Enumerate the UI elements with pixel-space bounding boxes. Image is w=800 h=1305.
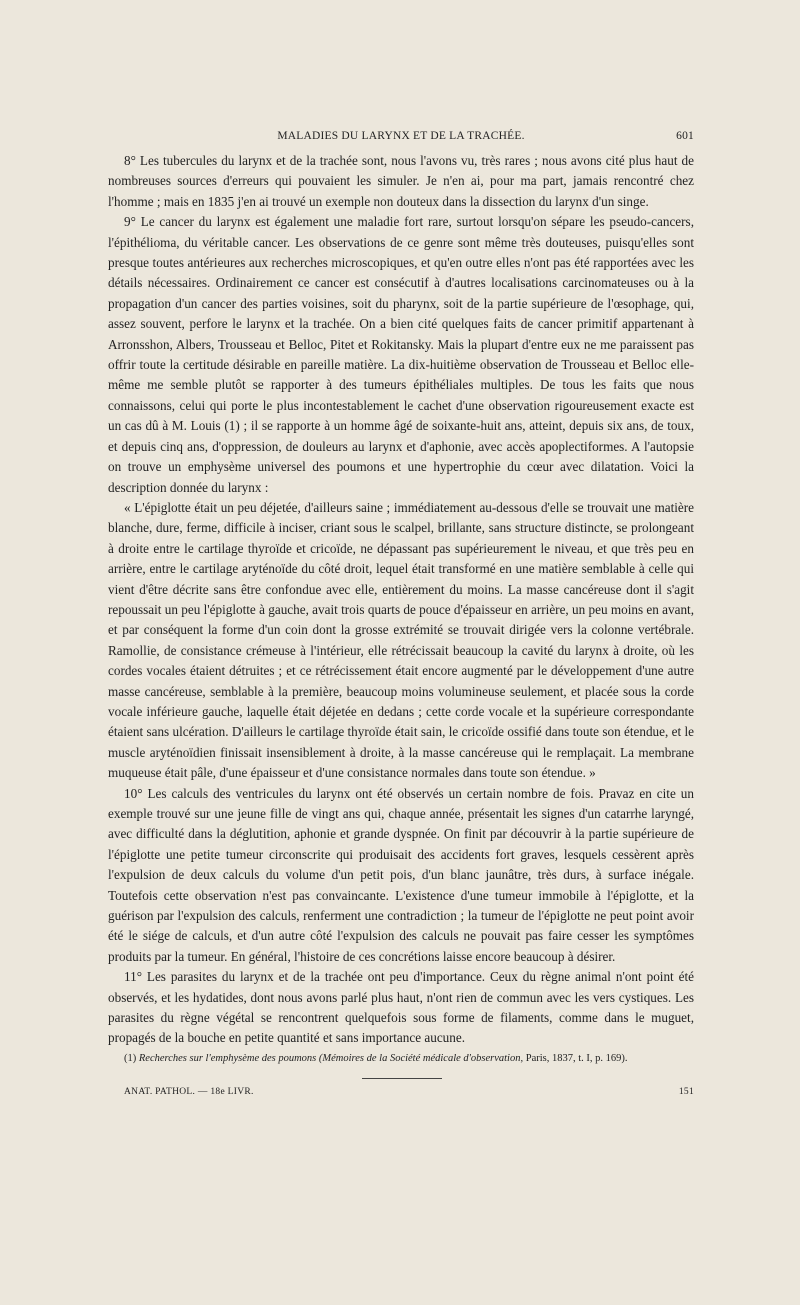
paragraph-11-parasites: 11° Les parasites du larynx et de la trachée ont peu d'importance. Ceux du règne animal n'ont point été observés, et les hydatides, dont nous avons parlé plus haut, n'ont rien de commun avec les vers cystiques. Les parasites du règne végétal se rencontrent quelquefois sous forme de filaments, comme dans le muguet, propagés de la bouche en petite quantité et sans importance aucune. xyxy=(108,969,694,1046)
signature-left: ANAT. PATHOL. — 18e LIVR. xyxy=(124,1087,254,1097)
footnote-title: Recherches sur l'emphysème des poumons (Mémoires de la Société médicale d'observation, xyxy=(138,1053,524,1064)
signature-right: 151 xyxy=(678,1087,694,1097)
paragraph-10-calculs: 10° Les calculs des ventricules du larynx ont été observés un certain nombre de fois. Pravaz en cite un exemple trouvé sur une jeune fille de vingt ans qui, chaque année, présentait les signes d'un catarrhe laryngé, avec difficulté dans la déglutition, aphonie et grande dyspnée. On finit par découvrir à la partie supérieure de l'épiglotte une petite tumeur circonscrite qui produisait des accidents fort graves, lesquels cessèrent après l'expulsion de deux calculs du volume d'un petit pois, d'un blanc jaunâtre, très durs, à surface inégale. Toutefois cette observation n'est pas convaincante. L'existence d'une tumeur immobile à l'épiglotte, et la guérison par l'expulsion des calculs, renferment une contradiction ; la tumeur de l'épiglotte ne peut point avoir été le siége de calculs, et d'un autre côté l'expulsion des calculs ne pouvait pas faire cesser les symptômes produits par la tumeur. En général, l'histoire de ces concrétions laisse encore beaucoup à désirer. xyxy=(108,785,694,964)
footnote-citation: Paris, 1837, t. I, p. 169). xyxy=(523,1053,628,1064)
paragraph-8-tubercules: 8° Les tubercules du larynx et de la trachée sont, nous l'avons vu, très rares ; nous avons cité plus haut de nombreuses sources d'erreurs qui pouvaient les simuler. Je n'en ai, pour ma part, jamais rencontré chez l'homme ; mais en 1835 j'en ai trouvé un exemple non douteux dans la dissection du larynx d'un singe. xyxy=(108,153,694,209)
paragraph-9-cancer: 9° Le cancer du larynx est également une maladie fort rare, surtout lorsqu'on sépare les pseudo-cancers, l'épithélioma, du véritable cancer. Les observations de ce genre sont même très douteuses, puisqu'elles sont presque toutes antérieures aux recherches microscopiques, et qu'en outre elles n'ont pas été rapportées avec les détails nécessaires. Ordinairement ce cancer est consécutif à d'autres localisations carcinomateuses ou à la propagation d'un cancer des parties voisines, soit du pharynx, soit de la partie supérieure de l'œsophage, qui, assez souvent, perfore le larynx et la trachée. On a bien cité quelques faits de cancer primitif appartenant à Arronsshon, Albers, Trousseau et Belloc, Pitet et Rokitansky. Mais la plupart d'entre eux ne me paraissent pas offrir toute la certitude désirable en pareille matière. La dix-huitième observation de Trousseau et Belloc elle-même me semble plutôt se rapporter à des tumeurs épithéliales multiples. De tous les faits que nous connaissons, celui qui porte le plus incontestablement le cachet d'une observation rigoureusement exacte est un cas dû à M. Louis (1) ; il se rapporte à un homme âgé de soixante-huit ans, atteint, depuis six ans, de toux, et depuis cinq ans, d'oppression, de douleurs au larynx et d'aphonie, avec accès apoplectiformes. A l'autopsie on trouve un emphysème universel des poumons et une hypertrophie du cœur avec dilatation. Voici la description donnée du larynx : xyxy=(108,214,694,495)
body-text xyxy=(108,151,694,1049)
running-header xyxy=(108,130,694,146)
footnote xyxy=(108,1052,694,1066)
signature-rule xyxy=(362,1078,442,1079)
page-number: 601 xyxy=(676,130,694,142)
paragraph-quotation-larynx: « L'épiglotte était un peu déjetée, d'ailleurs saine ; immédiatement au-dessous d'elle se trouvait une matière blanche, dure, ferme, difficile à inciser, criant sous le scalpel, brillante, sans structure distincte, se prolongeant à droite entre le cartilage thyroïde et cricoïde, ne dépassant pas supérieurement le niveau, et que très peu en arrière, entre le cartilage aryténoïde du côté droit, lequel était transformé en une matière semblable à celle qui vient d'être décrite sans être confondue avec elle, entièrement du moins. La masse cancéreuse dont il s'agit repoussait un peu l'épiglotte à gauche, avait trois quarts de pouce d'épaisseur en arrière, un peu moins en avant, et par conséquent la forme d'un coin dont la grosse extrémité se trouvait dirigée vers la colonne vertébrale. Ramollie, de consistance crémeuse à l'intérieur, elle rétrécissait beaucoup la cavité du larynx à droite, où les cordes vocales étaient détruites ; et ce rétrécissement était encore augmenté par le développement d'une autre masse cancéreuse, semblable à la première, beaucoup moins volumineuse seulement, et placée sous la corde vocale inférieure gauche, laquelle était déjetée en dedans ; cette corde vocale et la supérieure correspondante étaient sans ulcération. D'ailleurs le cartilage thyroïde était sain, le cricoïde ossifié dans toute son étendue, et le muscle aryténoïdien finissait insensiblement à droite, à la masse cancéreuse qui le remplaçait. La membrane muqueuse était pâle, d'une épaisseur et d'une consistance normales dans toute son étendue. » xyxy=(108,499,694,781)
footnote-marker: (1) xyxy=(124,1053,139,1064)
running-title: MALADIES DU LARYNX ET DE LA TRACHÉE. xyxy=(277,130,525,142)
